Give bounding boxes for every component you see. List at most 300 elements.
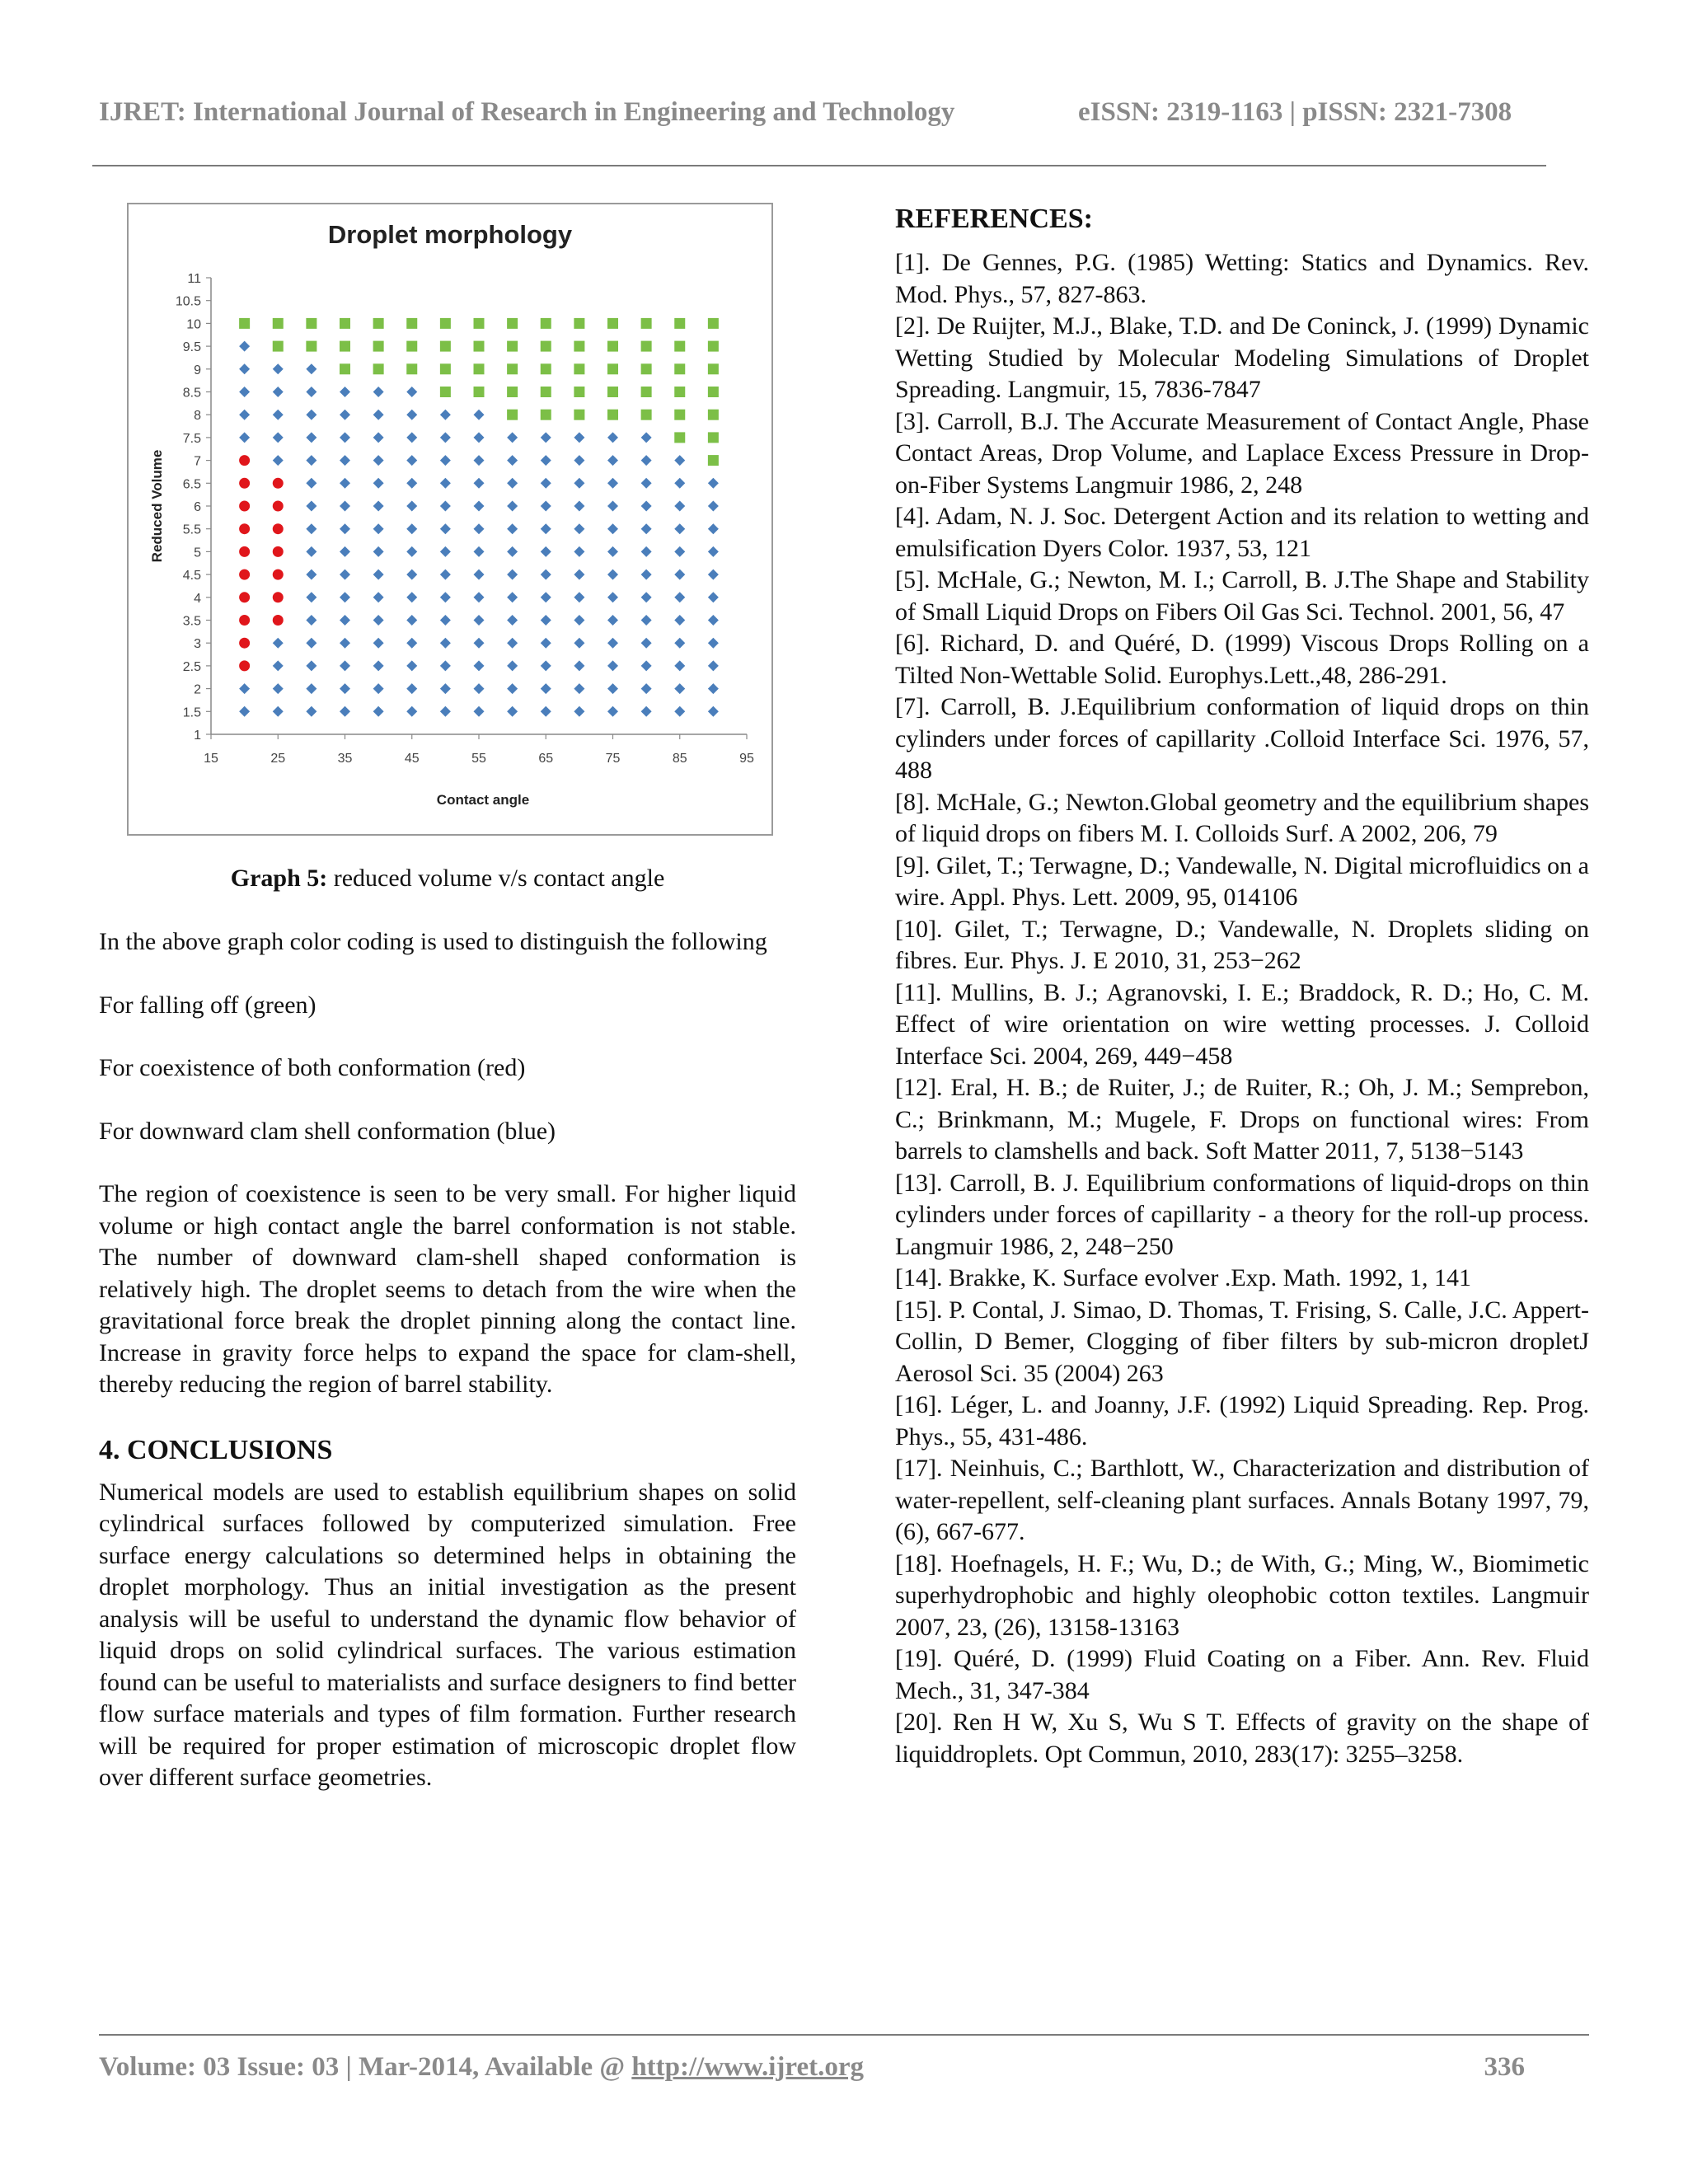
data-point-blue xyxy=(373,546,384,557)
data-point-blue xyxy=(373,615,384,626)
data-point-blue xyxy=(239,363,250,374)
data-point-blue xyxy=(440,569,451,580)
data-point-blue xyxy=(507,523,518,534)
x-tick-label: 75 xyxy=(605,752,621,766)
data-point-blue xyxy=(239,341,250,352)
data-point-blue xyxy=(574,615,584,626)
data-point-blue xyxy=(507,660,518,671)
y-tick-label: 6.5 xyxy=(182,477,201,492)
issn-info: eISSN: 2319-1163 | pISSN: 2321-7308 xyxy=(1078,97,1512,127)
data-point-blue xyxy=(373,455,384,466)
data-point-blue xyxy=(340,638,350,649)
data-point-green xyxy=(641,363,652,374)
reference-item: [15]. P. Contal, J. Simao, D. Thomas, T. Frising, S. Calle, J.C. Appert-Collin, D Bemer, Clogging of fiber filters by sub-micron dropletJ Aerosol Sci. 35 (2004) 263 xyxy=(895,1296,1589,1387)
y-axis-label: Reduced Volume xyxy=(149,449,165,563)
data-point-blue xyxy=(340,592,350,602)
data-point-red xyxy=(239,660,250,671)
y-tick-label: 5 xyxy=(194,546,201,560)
data-point-green xyxy=(474,363,485,374)
conclusions-heading: 4. CONCLUSIONS xyxy=(99,1434,333,1465)
data-point-green xyxy=(541,363,551,374)
data-point-green xyxy=(273,341,284,352)
data-point-blue xyxy=(541,455,551,466)
data-point-blue xyxy=(507,615,518,626)
data-point-blue xyxy=(406,706,417,717)
data-point-blue xyxy=(306,569,316,580)
y-tick-label: 4.5 xyxy=(182,569,201,583)
data-point-green xyxy=(340,363,350,374)
data-point-blue xyxy=(641,615,652,626)
data-point-blue xyxy=(340,546,350,557)
data-point-blue xyxy=(507,683,518,694)
data-point-green xyxy=(607,341,618,352)
data-point-blue xyxy=(474,546,485,557)
reference-item: [6]. Richard, D. and Quéré, D. (1999) Viscous Drops Rolling on a Tilted Non-Wettable Solid. Europhys.Lett.,48, 286-291. xyxy=(895,630,1589,689)
data-point-blue xyxy=(541,660,551,671)
caption-label: Graph 5: xyxy=(230,865,328,892)
y-tick-label: 1 xyxy=(194,729,201,743)
data-point-blue xyxy=(607,432,618,443)
y-tick-label: 2.5 xyxy=(182,659,201,674)
data-point-blue xyxy=(674,615,685,626)
data-point-blue xyxy=(306,546,316,557)
data-point-red xyxy=(273,501,284,512)
data-point-blue xyxy=(306,615,316,626)
data-point-blue xyxy=(406,455,417,466)
data-point-blue xyxy=(607,501,618,512)
data-point-blue xyxy=(507,432,518,443)
data-point-blue xyxy=(607,638,618,649)
data-point-blue xyxy=(674,455,685,466)
data-point-blue xyxy=(474,410,485,420)
data-point-green xyxy=(574,363,584,374)
data-point-green xyxy=(507,410,518,420)
data-point-blue xyxy=(474,660,485,671)
data-point-green xyxy=(708,410,719,420)
data-point-blue xyxy=(541,615,551,626)
data-point-green xyxy=(474,341,485,352)
legend-item-blue: For downward clam shell conformation (blue) xyxy=(99,1117,556,1145)
data-point-blue xyxy=(674,660,685,671)
x-tick-label: 15 xyxy=(204,752,218,766)
data-point-blue xyxy=(306,638,316,649)
data-point-green xyxy=(474,318,485,329)
data-point-green xyxy=(507,387,518,397)
y-tick-label: 1.5 xyxy=(182,705,201,720)
data-point-green xyxy=(306,318,316,329)
data-point-blue xyxy=(306,683,316,694)
discussion-paragraph: The region of coexistence is seen to be very small. For higher liquid volume or high contact angle the barrel conformation is not stable. The number of downward clam-shell shaped conformation is relatively high. The droplet seems to detach from the wire when the gravitational force break the droplet pinning along the contact line. Increase in gravity force helps to expand the space for clam-shell, thereby reducing the region of barrel stability. xyxy=(99,1180,796,1398)
data-point-blue xyxy=(607,706,618,717)
data-point-blue xyxy=(641,546,652,557)
data-point-blue xyxy=(574,569,584,580)
data-point-blue xyxy=(674,546,685,557)
data-point-blue xyxy=(708,478,719,489)
data-point-blue xyxy=(373,478,384,489)
data-point-blue xyxy=(607,660,618,671)
data-point-blue xyxy=(674,501,685,512)
y-tick-label: 3 xyxy=(194,637,201,652)
data-point-blue xyxy=(708,546,719,557)
figure-caption xyxy=(99,862,796,895)
data-point-blue xyxy=(574,683,584,694)
data-point-blue xyxy=(474,455,485,466)
data-point-blue xyxy=(239,683,250,694)
y-tick-label: 8.5 xyxy=(182,386,201,401)
data-point-blue xyxy=(273,432,284,443)
data-point-blue xyxy=(541,523,551,534)
data-point-blue xyxy=(641,501,652,512)
data-point-blue xyxy=(674,706,685,717)
data-point-green xyxy=(641,318,652,329)
reference-item: [13]. Carroll, B. J. Equilibrium conformations of liquid-drops on thin cylinders under forces of capillarity - a theory for the roll-up process. Langmuir 1986, 2, 248−250 xyxy=(895,1169,1589,1260)
data-point-blue xyxy=(507,706,518,717)
data-point-blue xyxy=(340,569,350,580)
data-point-blue xyxy=(440,432,451,443)
data-point-blue xyxy=(373,432,384,443)
page-number: 336 xyxy=(1484,2052,1525,2082)
data-point-blue xyxy=(641,432,652,443)
data-point-blue xyxy=(541,592,551,602)
data-point-red xyxy=(239,501,250,512)
data-point-green xyxy=(708,432,719,443)
data-point-green xyxy=(507,341,518,352)
volume-info: Volume: 03 Issue: 03 | Mar-2014, Available @ xyxy=(99,2052,632,2082)
data-point-blue xyxy=(507,455,518,466)
data-point-blue xyxy=(474,478,485,489)
data-point-blue xyxy=(406,615,417,626)
data-point-blue xyxy=(273,455,284,466)
data-point-green xyxy=(641,387,652,397)
reference-item: [4]. Adam, N. J. Soc. Detergent Action and its relation to wetting and emulsification Dyers Color. 1937, 53, 121 xyxy=(895,503,1589,562)
data-point-green xyxy=(306,341,316,352)
data-point-blue xyxy=(440,455,451,466)
data-point-blue xyxy=(474,683,485,694)
data-point-blue xyxy=(708,592,719,602)
data-point-blue xyxy=(273,683,284,694)
data-point-blue xyxy=(474,501,485,512)
data-point-blue xyxy=(440,638,451,649)
reference-item: [7]. Carroll, B. J.Equilibrium conformation of liquid drops on thin cylinders under forces of capillarity .Colloid Interface Sci. 1976, 57, 488 xyxy=(895,693,1589,784)
x-axis-label: Contact angle xyxy=(436,792,530,808)
data-point-green xyxy=(607,387,618,397)
reference-item: [11]. Mullins, B. J.; Agranovski, I. E.; Braddock, R. D.; Ho, C. M. Effect of wire orientation on wire wetting processes. J. Colloid Interface Sci. 2004, 269, 449−458 xyxy=(895,978,1589,1070)
data-point-blue xyxy=(674,523,685,534)
data-point-red xyxy=(273,592,284,602)
reference-item: [1]. De Gennes, P.G. (1985) Wetting: Statics and Dynamics. Rev. Mod. Phys., 57, 827-863. xyxy=(895,249,1589,308)
data-point-green xyxy=(541,410,551,420)
data-point-blue xyxy=(306,410,316,420)
data-point-blue xyxy=(474,615,485,626)
data-point-blue xyxy=(406,683,417,694)
data-point-green xyxy=(641,341,652,352)
data-point-blue xyxy=(674,638,685,649)
data-point-blue xyxy=(607,478,618,489)
data-point-blue xyxy=(541,706,551,717)
data-point-green xyxy=(541,387,551,397)
data-point-green xyxy=(440,318,451,329)
data-point-blue xyxy=(641,638,652,649)
data-point-blue xyxy=(607,523,618,534)
data-point-blue xyxy=(239,706,250,717)
data-point-blue xyxy=(641,569,652,580)
data-point-green xyxy=(507,363,518,374)
data-point-blue xyxy=(306,455,316,466)
data-point-blue xyxy=(641,683,652,694)
data-point-blue xyxy=(607,455,618,466)
data-point-blue xyxy=(708,683,719,694)
data-point-green xyxy=(674,432,685,443)
data-point-red xyxy=(239,615,250,626)
data-point-green xyxy=(574,318,584,329)
data-point-blue xyxy=(440,410,451,420)
y-tick-label: 7.5 xyxy=(182,431,201,446)
data-point-blue xyxy=(373,592,384,602)
data-point-blue xyxy=(440,592,451,602)
x-tick-label: 45 xyxy=(404,752,420,766)
data-point-blue xyxy=(306,432,316,443)
reference-item: [14]. Brakke, K. Surface evolver .Exp. Math. 1992, 1, 141 xyxy=(895,1264,1471,1291)
data-point-blue xyxy=(607,592,618,602)
data-point-blue xyxy=(474,638,485,649)
data-point-green xyxy=(239,318,250,329)
data-point-green xyxy=(607,410,618,420)
figure-graph-5 xyxy=(127,203,773,836)
data-point-blue xyxy=(273,387,284,397)
journal-link[interactable]: http://www.ijret.org xyxy=(631,2052,864,2082)
data-point-blue xyxy=(306,478,316,489)
y-tick-label: 9 xyxy=(194,363,201,377)
data-point-green xyxy=(607,318,618,329)
data-point-blue xyxy=(541,432,551,443)
data-point-blue xyxy=(373,387,384,397)
data-point-green xyxy=(708,455,719,466)
data-point-blue xyxy=(607,615,618,626)
data-point-green xyxy=(674,363,685,374)
y-tick-label: 4 xyxy=(194,591,201,606)
reference-item: [9]. Gilet, T.; Terwagne, D.; Vandewalle, N. Digital microfluidics on a wire. Appl. Phys. Lett. 2009, 95, 014106 xyxy=(895,851,1589,911)
data-point-green xyxy=(373,341,384,352)
caption-text: reduced volume v/s contact angle xyxy=(327,865,665,892)
data-point-blue xyxy=(406,387,417,397)
data-point-blue xyxy=(574,546,584,557)
data-point-blue xyxy=(574,706,584,717)
y-tick-label: 7 xyxy=(194,454,201,469)
data-point-blue xyxy=(574,638,584,649)
data-point-blue xyxy=(440,615,451,626)
data-point-blue xyxy=(306,660,316,671)
data-point-blue xyxy=(340,432,350,443)
data-point-green xyxy=(373,363,384,374)
data-point-blue xyxy=(406,410,417,420)
x-tick-label: 65 xyxy=(538,752,554,766)
data-point-red xyxy=(273,546,284,557)
data-point-blue xyxy=(507,569,518,580)
y-tick-label: 9.5 xyxy=(182,340,201,355)
data-point-blue xyxy=(273,706,284,717)
references-column xyxy=(895,203,1589,1770)
data-point-green xyxy=(541,318,551,329)
data-point-blue xyxy=(406,592,417,602)
data-point-blue xyxy=(708,706,719,717)
data-point-red xyxy=(239,523,250,534)
data-point-blue xyxy=(440,660,451,671)
data-point-blue xyxy=(541,478,551,489)
data-point-red xyxy=(239,478,250,489)
legend-item-red: For coexistence of both conformation (red) xyxy=(99,1054,526,1081)
page-header xyxy=(99,97,1550,128)
data-point-blue xyxy=(607,683,618,694)
data-point-blue xyxy=(406,432,417,443)
data-point-blue xyxy=(373,706,384,717)
y-tick-label: 8 xyxy=(194,409,201,424)
data-point-red xyxy=(239,638,250,649)
data-point-blue xyxy=(474,523,485,534)
data-point-blue xyxy=(373,410,384,420)
y-tick-label: 10 xyxy=(186,317,201,332)
data-point-green xyxy=(440,387,451,397)
data-point-blue xyxy=(373,638,384,649)
reference-item: [10]. Gilet, T.; Terwagne, D.; Vandewalle, N. Droplets sliding on fibres. Eur. Phys. J. E 2010, 31, 253−262 xyxy=(895,915,1589,974)
data-point-green xyxy=(406,341,417,352)
data-point-blue xyxy=(373,569,384,580)
data-point-blue xyxy=(507,638,518,649)
data-point-blue xyxy=(708,523,719,534)
y-tick-label: 5.5 xyxy=(182,523,201,537)
y-tick-label: 2 xyxy=(194,682,201,697)
data-point-blue xyxy=(373,660,384,671)
data-point-blue xyxy=(306,592,316,602)
data-point-blue xyxy=(474,569,485,580)
left-column xyxy=(99,926,796,1794)
data-point-blue xyxy=(239,410,250,420)
data-point-blue xyxy=(440,706,451,717)
data-point-green xyxy=(674,410,685,420)
data-point-blue xyxy=(641,660,652,671)
reference-item: [16]. Léger, L. and Joanny, J.F. (1992) Liquid Spreading. Rep. Prog. Phys., 55, 431-486. xyxy=(895,1391,1589,1451)
data-point-blue xyxy=(507,501,518,512)
data-point-blue xyxy=(440,546,451,557)
data-point-blue xyxy=(641,592,652,602)
data-point-blue xyxy=(373,683,384,694)
data-point-blue xyxy=(373,501,384,512)
data-point-blue xyxy=(273,638,284,649)
data-point-blue xyxy=(406,660,417,671)
chart-title: Droplet morphology xyxy=(327,220,573,249)
data-point-blue xyxy=(674,592,685,602)
data-point-red xyxy=(273,478,284,489)
data-point-blue xyxy=(340,501,350,512)
references-heading: REFERENCES: xyxy=(895,204,1093,234)
data-point-green xyxy=(507,318,518,329)
reference-item: [5]. McHale, G.; Newton, M. I.; Carroll, B. J.The Shape and Stability of Small Liquid Drops on Fibers Oil Gas Sci. Technol. 2001, 56, 47 xyxy=(895,566,1589,626)
data-point-green xyxy=(406,318,417,329)
x-tick-label: 95 xyxy=(739,752,754,766)
data-point-blue xyxy=(541,638,551,649)
data-point-blue xyxy=(708,569,719,580)
data-point-blue xyxy=(273,660,284,671)
data-point-blue xyxy=(574,592,584,602)
data-point-blue xyxy=(440,501,451,512)
data-point-blue xyxy=(306,387,316,397)
data-point-blue xyxy=(541,569,551,580)
data-point-blue xyxy=(674,478,685,489)
data-point-blue xyxy=(708,501,719,512)
reference-item: [8]. McHale, G.; Newton.Global geometry and the equilibrium shapes of liquid drops on fibers M. I. Colloids Surf. A 2002, 206, 79 xyxy=(895,788,1589,847)
data-point-blue xyxy=(273,363,284,374)
page-footer xyxy=(99,2052,1525,2083)
footer-rule xyxy=(99,2034,1589,2036)
data-point-green xyxy=(574,410,584,420)
data-point-blue xyxy=(239,432,250,443)
y-tick-label: 3.5 xyxy=(182,614,201,629)
data-point-blue xyxy=(474,432,485,443)
data-point-red xyxy=(273,569,284,580)
data-point-blue xyxy=(541,546,551,557)
data-point-blue xyxy=(406,501,417,512)
data-point-green xyxy=(674,387,685,397)
data-point-blue xyxy=(607,546,618,557)
data-point-green xyxy=(674,341,685,352)
data-point-red xyxy=(273,615,284,626)
data-point-green xyxy=(474,387,485,397)
data-point-blue xyxy=(306,363,316,374)
data-point-blue xyxy=(507,478,518,489)
data-point-blue xyxy=(607,569,618,580)
x-tick-label: 85 xyxy=(672,752,687,766)
data-point-blue xyxy=(708,615,719,626)
data-point-blue xyxy=(541,501,551,512)
data-point-green xyxy=(708,318,719,329)
data-point-blue xyxy=(474,592,485,602)
conclusions-paragraph: Numerical models are used to establish equilibrium shapes on solid cylindrical surfaces followed by computerized simulation. Free surface energy calculations so determined helps in obtaining the droplet morphology. Thus an initial investigation as the present analysis will be useful to understand the dynamic flow behavior of liquid drops on solid cylindrical surfaces. The various estimation found can be useful to materialists and surface designers to find better flow surface materials and types of film formation. Further research will be required for proper estimation of microscopic droplet flow over different surface geometries. xyxy=(99,1478,796,1791)
data-point-blue xyxy=(406,546,417,557)
data-point-blue xyxy=(406,569,417,580)
data-point-blue xyxy=(340,683,350,694)
data-point-blue xyxy=(474,706,485,717)
data-point-blue xyxy=(440,683,451,694)
reference-item: [18]. Hoefnagels, H. F.; Wu, D.; de With, G.; Ming, W., Biomimetic superhydrophobic and highly oleophobic cotton textiles. Langmuir 2007, 23, (26), 13158-13163 xyxy=(895,1549,1589,1641)
data-point-blue xyxy=(306,501,316,512)
data-point-blue xyxy=(406,523,417,534)
data-point-green xyxy=(708,387,719,397)
data-point-blue xyxy=(574,455,584,466)
data-point-blue xyxy=(641,706,652,717)
data-point-blue xyxy=(574,660,584,671)
data-point-green xyxy=(406,363,417,374)
data-point-green xyxy=(273,318,284,329)
data-point-red xyxy=(239,546,250,557)
reference-item: [3]. Carroll, B.J. The Accurate Measurement of Contact Angle, Phase Contact Areas, Drop Volume, and Laplace Excess Pressure in Drop-on-Fiber Systems Langmuir 1986, 2, 248 xyxy=(895,407,1589,499)
data-point-blue xyxy=(340,410,350,420)
x-tick-label: 25 xyxy=(270,752,286,766)
data-point-blue xyxy=(708,638,719,649)
reference-list xyxy=(895,247,1589,1770)
data-point-blue xyxy=(541,683,551,694)
color-coding-intro: In the above graph color coding is used to distinguish the following xyxy=(99,928,767,955)
data-point-blue xyxy=(641,523,652,534)
data-point-blue xyxy=(708,660,719,671)
legend-item-green: For falling off (green) xyxy=(99,991,316,1019)
data-point-green xyxy=(574,387,584,397)
reference-item: [2]. De Ruijter, M.J., Blake, T.D. and De Coninck, J. (1999) Dynamic Wetting Studied by Molecular Modeling Simulations of Droplet Spreading. Langmuir, 15, 7836-7847 xyxy=(895,312,1589,403)
data-point-blue xyxy=(440,523,451,534)
data-point-blue xyxy=(406,478,417,489)
droplet-morphology-chart xyxy=(129,204,771,834)
journal-title: IJRET: International Journal of Research in Engineering and Technology xyxy=(99,97,955,127)
y-tick-label: 6 xyxy=(194,500,201,514)
data-point-green xyxy=(708,363,719,374)
